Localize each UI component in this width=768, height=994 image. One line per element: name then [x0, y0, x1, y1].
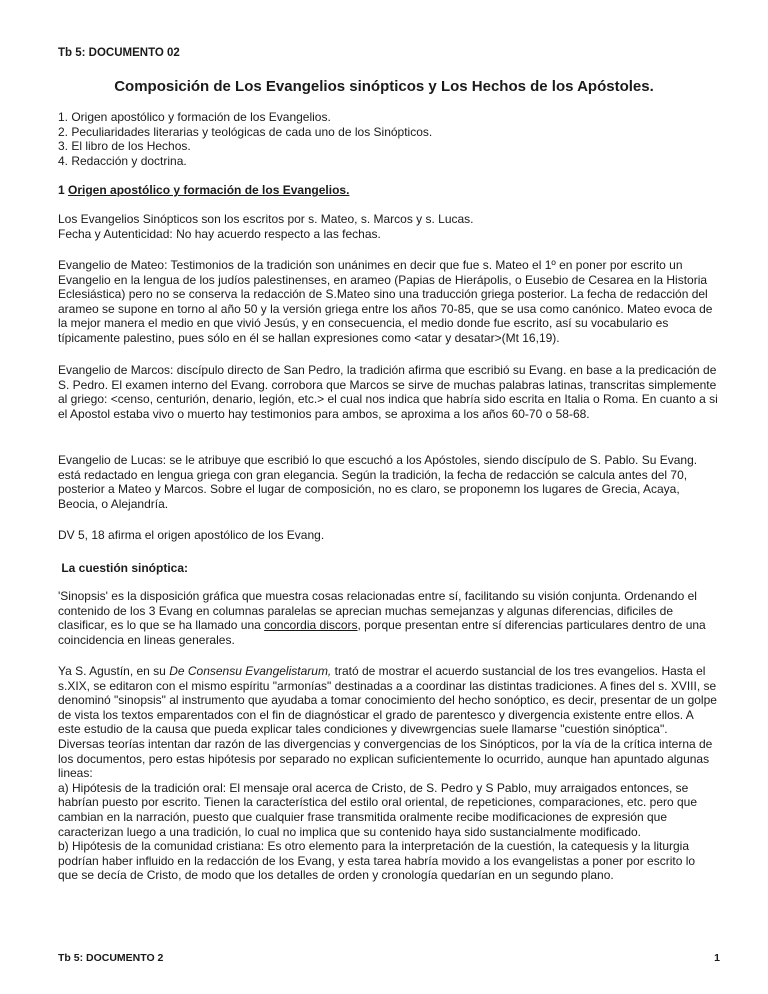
- paragraph-teorias: Diversas teorías intentan dar razón de las divergencias y convergencias de los Sinópticos, por la vía de la crítica interna de los documentos, pero estas hipótesis por separado no explican suficientemente lo ocurrido, aunque han apuntado algunas lineas:: [58, 736, 713, 781]
- paragraph-hipotesis-a: a) Hipótesis de la tradición oral: El mensaje oral acerca de Cristo, de S. Pedro y S Pablo, muy arraigados entonces, se habrían puesto por escrito. Tienen la característica del estilo oral oriental, de repeticiones, comparaciones, etc. pero que cambian en la narración, puesto que cualquier frase transmitida oralmente recibe modificaciones de expresión que caracterizan luego a una tradición, lo cual no implica que su contenido haya sido sustancialmente modificado.: [58, 780, 698, 839]
- paragraph-text: Evangelio de Mateo: Testimonios de la tradición son unánimes en decir que fue s. Mateo el 1º en poner por escrito un Evangelio en la lengua de los judíos palestinenses, en arameo (Papias de Hierápolis, o Eusebio de Cesarea en la Historia Eclesiástica) pero no se conserva la redacción de S.Mateo sino una traducción griega posterior. La fecha de redacción del arameo se supone en torno al año 50 y la versión griega entre los años 70-85, que se usa como canónico. Mateo evoca de la mejor manera el medio en que vivió Jesús, y en consecuencia, el medio donde fue escrito, así su vocabulario es típicamente palestino, pues sólo en él se hallan expresiones como <atar y desatar>(Mt 16,19).: [58, 258, 713, 345]
- concordia-discors-term: concordia discors: [264, 618, 358, 633]
- document-header-label: Tb 5: DOCUMENTO 02: [58, 47, 180, 59]
- intro-paragraph: [58, 212, 718, 241]
- intro-line: Los Evangelios Sinópticos son los escritos por s. Mateo, s. Marcos y s. Lucas.: [58, 212, 474, 226]
- text-run: 'Sinopsis' es la disposición gráfica que muestra cosas relacionadas entre sí, facilitando su visión conjunta. Ordenando el contenido de los 3 Evang en columnas paralelas se aprecian muchas semejanzas y algunas diferencias, dificiles de clasificar, es lo que se ha llamado una: [58, 589, 697, 633]
- paragraph-marcos: [58, 363, 718, 421]
- footer-label: Tb 5: DOCUMENTO 2: [58, 952, 164, 964]
- table-of-contents: [58, 110, 432, 168]
- paragraph-agustin: [58, 664, 718, 883]
- paragraph-mateo: [58, 258, 718, 346]
- toc-item: 4. Redacción y doctrina.: [58, 153, 187, 168]
- section-1-heading: [58, 181, 718, 199]
- intro-line: Fecha y Autenticidad: No hay acuerdo respecto a las fechas.: [58, 226, 381, 241]
- paragraph-sinopsis: [58, 589, 718, 647]
- subsection-title: La cuestión sinóptica:: [58, 561, 189, 575]
- section-number: 1: [58, 183, 69, 197]
- paragraph-text: Evangelio de Marcos: discípulo directo de San Pedro, la tradición afirma que escribió su Evang. en base a la predicación de S. Pedro. El examen interno del Evang. corrobora que Marcos se sirve de muchas palabras latinas, transcritas simplemente al griego: <censo, centurión, denario, legión, etc.> el cual nos indica que habría sido escrita en Italia o Roma. En cuanto a si el Apostol estaba vivo o muerto hay testimonios para ambos, se aproxima a los años 60-70 o 58-68.: [58, 363, 718, 421]
- paragraph-dv: [58, 528, 718, 543]
- book-title: De Consensu Evangelistarum,: [169, 664, 332, 678]
- cuestion-sinoptica-heading: [58, 559, 718, 577]
- toc-item: 2. Peculiaridades literarias y teológicas de cada uno de los Sinópticos.: [58, 124, 433, 139]
- toc-item: 1. Origen apostólico y formación de los Evangelios.: [58, 110, 331, 124]
- toc-item: 3. El libro de los Hechos.: [58, 139, 191, 154]
- document-title: Composición de Los Evangelios sinópticos y Los Hechos de los Apóstoles.: [114, 78, 654, 95]
- section-title: Origen apostólico y formación de los Evangelios.: [68, 183, 350, 197]
- paragraph-text: Evangelio de Lucas: se le atribuye que escribió lo que escuchó a los Apóstoles, siendo discípulo de S. Pablo. Su Evang. está redactado en lengua griega con gran elegancia. Según la tradición, la fecha de redacción se calcula antes del 70, posterior a Mateo y Marcos. Sobre el lugar de composición, no es claro, se proponemn los lugares de Grecia, Acaya, Beocia, o Alejandría.: [58, 453, 698, 511]
- page-number: 1: [714, 952, 720, 964]
- paragraph-lucas: [58, 453, 718, 511]
- paragraph-text: DV 5, 18 afirma el origen apostólico de los Evang.: [58, 528, 325, 542]
- text-run: Ya S. Agustín, en su: [58, 664, 170, 678]
- text-run: , porque presentan entre sí diferencias particulares dentro de una coincidencia en lineas generales.: [58, 618, 706, 647]
- text-run: trató de mostrar el acuerdo sustancial de los tres evangelios. Hasta el s.XIX, se editaron con el mismo espíritu "armonías" destinadas a a coordinar las distintas tradiciones. A fines del s. XVIII, se denominó "sinopsis" al instrumento que ayudaba a tomar conocimiento del hecho sonóptico, es decir, presentar de un golpe de vista los textos emparentados con el fin de diagnósticar el grado de parentesco y divergencia existente entre ellos. A este estudio de la causa que pueda explicar tales condiciones y divewrgencias suele llamarse "cuestión sinóptica".: [58, 664, 717, 737]
- paragraph-hipotesis-b: b) Hipótesis de la comunidad cristiana: Es otro elemento para la interpretación de la cuestión, la catequesis y la liturgia podrían haber influido en la redacción de los Evang, y esta tarea habría movido a los evangelistas a poner por escrito lo que se decía de Cristo, de modo que los detalles de orden y cronología quedarían en un segundo plano.: [58, 839, 696, 883]
- paragraph-text: [58, 664, 718, 737]
- paragraph-text: [58, 589, 718, 647]
